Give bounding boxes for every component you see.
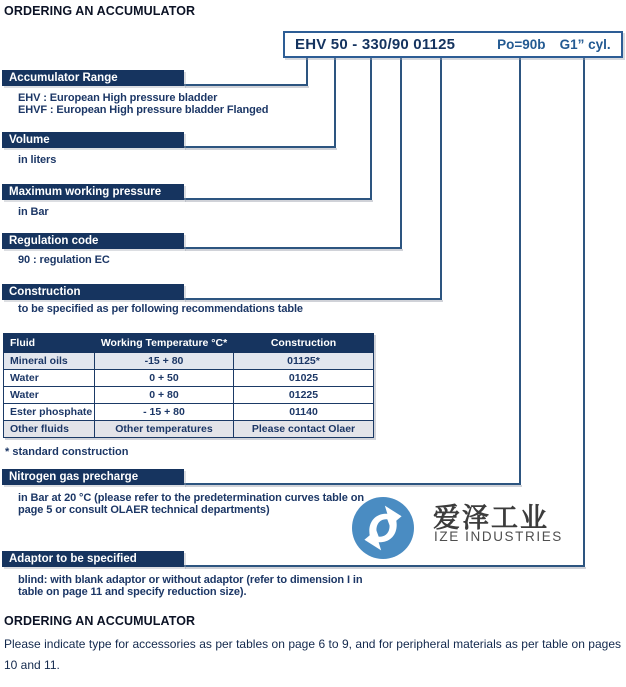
cell-temperature: 0 + 80 <box>95 387 234 404</box>
section-bar-construction <box>2 284 184 300</box>
section-text: to be specified as per following recommendations table <box>18 303 303 315</box>
section-label: Construction <box>9 286 81 298</box>
cylinder-port-value: G1” cyl. <box>559 37 611 52</box>
connector-line-construction-h <box>184 298 442 300</box>
connector-line-accumulator-range <box>306 56 308 86</box>
precharge-pressure-value: Po=90b <box>497 37 546 52</box>
watermark-chinese-text: 爱泽工业 <box>433 503 549 533</box>
cell-construction: 01125* <box>234 353 374 370</box>
section-text: 90 : regulation EC <box>18 254 110 266</box>
section-text: table on page 11 and specify reduction size). <box>18 586 247 598</box>
cell-construction: 01140 <box>234 404 374 421</box>
connector-line-adaptor <box>583 56 585 567</box>
section-bar-accumulator-range <box>2 70 184 86</box>
section-label: Accumulator Range <box>9 72 118 84</box>
ordering-code: EHV 50 - 330/90 01125 <box>295 36 456 53</box>
section-label: Nitrogen gas precharge <box>9 471 139 483</box>
cell-fluid: Water <box>4 370 95 387</box>
section-bar-max-working-pressure <box>2 184 184 200</box>
connector-line-volume <box>334 56 336 148</box>
connector-line-nitrogen-precharge-h <box>184 483 521 485</box>
connector-line-accumulator-range-h <box>184 84 308 86</box>
connector-line-adaptor-h <box>184 565 585 567</box>
bottom-paragraph: Please indicate type for accessories as per tables on page 6 to 9, and for peripheral materials as per table on pages 10 and 11. <box>4 637 621 672</box>
cell-temperature: Other temperatures <box>95 421 234 438</box>
cell-temperature: 0 + 50 <box>95 370 234 387</box>
ordering-code-box <box>283 31 623 58</box>
table-header-row <box>4 334 374 353</box>
section-text: in Bar at 20 °C (please refer to the predetermination curves table on <box>18 492 364 504</box>
connector-line-regulation-code <box>400 56 402 249</box>
section-bar-volume <box>2 132 184 148</box>
section-text: page 5 or consult OLAER technical departments) <box>18 504 270 516</box>
watermark-latin-text: IZE INDUSTRIES <box>434 529 563 544</box>
section-label: Regulation code <box>9 235 99 247</box>
connector-line-volume-h <box>184 146 336 148</box>
cell-fluid: Other fluids <box>4 421 95 438</box>
cell-construction: 01225 <box>234 387 374 404</box>
section-bar-regulation-code <box>2 233 184 249</box>
fluid-construction-table <box>3 333 374 438</box>
section-text: EHV : European High pressure bladder <box>18 92 218 104</box>
column-header-construction: Construction <box>234 334 374 353</box>
cell-fluid: Ester phosphate <box>4 404 95 421</box>
section-text: in Bar <box>18 206 49 218</box>
connector-line-max-pressure <box>370 56 372 200</box>
connector-line-nitrogen-precharge <box>519 56 521 485</box>
column-header-fluid: Fluid <box>4 334 95 353</box>
table-row <box>4 404 374 421</box>
section-text: blind: with blank adaptor or without adaptor (refer to dimension I in <box>18 574 363 586</box>
table-row <box>4 387 374 404</box>
section-text: EHVF : European High pressure bladder Flanged <box>18 104 269 116</box>
cell-construction: 01025 <box>234 370 374 387</box>
page-title: ORDERING AN ACCUMULATOR <box>4 4 196 18</box>
section-label: Adaptor to be specified <box>9 553 137 565</box>
section-bar-adaptor <box>2 551 184 567</box>
cell-fluid: Water <box>4 387 95 404</box>
section-bar-nitrogen-gas-precharge <box>2 469 184 485</box>
bottom-section-title: ORDERING AN ACCUMULATOR <box>4 614 196 628</box>
table-row <box>4 370 374 387</box>
cell-temperature: - 15 + 80 <box>95 404 234 421</box>
section-label: Maximum working pressure <box>9 186 162 198</box>
connector-line-max-pressure-h <box>184 198 372 200</box>
cell-construction: Please contact Olaer <box>234 421 374 438</box>
connector-line-regulation-code-h <box>184 247 402 249</box>
table-row <box>4 421 374 438</box>
cell-temperature: -15 + 80 <box>95 353 234 370</box>
section-label: Volume <box>9 134 50 146</box>
table-row <box>4 353 374 370</box>
connector-line-construction <box>440 56 442 300</box>
circular-arrows-icon <box>352 497 414 559</box>
cell-fluid: Mineral oils <box>4 353 95 370</box>
table-footnote: * standard construction <box>5 446 129 458</box>
column-header-working-temperature: Working Temperature °C* <box>95 334 234 353</box>
section-text: in liters <box>18 154 57 166</box>
